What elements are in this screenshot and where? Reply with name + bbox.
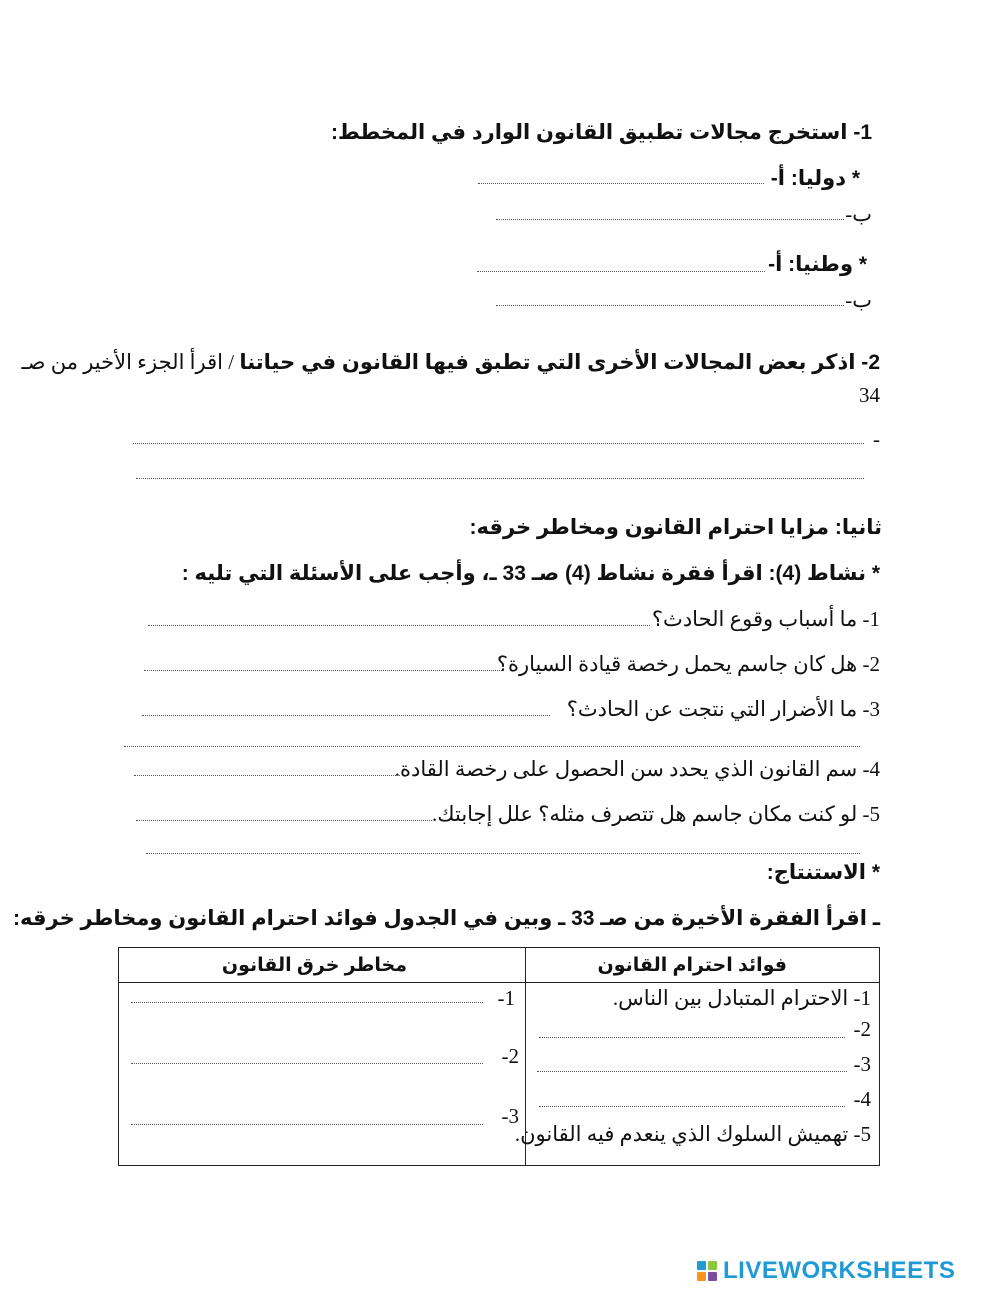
activity-question-1: 1- ما أسباب وقوع الحادث؟ (651, 607, 880, 631)
question-2-bold: 2- اذكر بعض المجالات الأخرى التي تطبق فيها القانون في حياتنا (239, 351, 880, 374)
risk-answer-1[interactable] (131, 1002, 483, 1003)
answer-line-q2-1[interactable] (133, 443, 864, 444)
question-1: 1- استخرج مجالات تطبيق القانون الوارد في المخطط: (330, 121, 872, 144)
benefit-item-5: 5- تهميش السلوك الذي ينعدم فيه القانون. (514, 1122, 871, 1146)
risk-item-3: 3- (501, 1104, 519, 1128)
question-2-rest: / اقرأ الجزء الأخير من صـ (21, 350, 240, 374)
section-2-title: ثانيا: مزايا احترام القانون ومخاطر خرقه: (469, 516, 882, 539)
logo-mark-icon (697, 1261, 717, 1281)
benefit-item-4: 4- (853, 1087, 871, 1111)
liveworksheets-logo (697, 1257, 955, 1285)
risk-answer-3[interactable] (131, 1124, 483, 1125)
activity-question-5: 5- لو كنت مكان جاسم هل تتصرف مثله؟ علل إجابتك. (432, 802, 880, 826)
table-instruction: ـ اقرأ الفقرة الأخيرة من صـ 33 ـ وبين في الجدول فوائد احترام القانون ومخاطر خرقه: (13, 907, 880, 930)
benefit-answer-3[interactable] (537, 1071, 847, 1072)
table-header-divider (119, 982, 879, 983)
answer-line-aq3[interactable] (142, 715, 550, 716)
question-2 (21, 350, 880, 375)
national-b-label: ب- (845, 288, 872, 312)
answer-line-intl-a[interactable] (478, 183, 764, 184)
benefits-header: فوائد احترام القانون (597, 955, 787, 976)
international-b-label: ب- (845, 202, 872, 226)
answer-line-natl-b[interactable] (496, 305, 844, 306)
activity-4: * نشاط (4): اقرأ فقرة نشاط (4) صـ 33 ـ، وأجب على الأسئلة التي تليه : (181, 562, 880, 585)
national-label: * وطنيا: أ- (768, 253, 867, 276)
answer-line-aq5-b[interactable] (146, 853, 860, 854)
answer-line-aq5[interactable] (136, 820, 432, 821)
activity-question-2: 2- هل كان جاسم يحمل رخصة قيادة السيارة؟ (496, 652, 880, 676)
benefit-answer-4[interactable] (539, 1106, 845, 1107)
risk-item-1: 1- (497, 986, 515, 1010)
answer-line-natl-a[interactable] (477, 271, 765, 272)
logo-text: LIVEWORKSHEETS (723, 1257, 956, 1284)
international-label: * دوليا: أ- (770, 167, 860, 190)
risks-header: مخاطر خرق القانون (221, 955, 407, 976)
activity-question-4: 4- سم القانون الذي يحدد سن الحصول على رخصة القادة. (394, 757, 880, 781)
answer-line-aq2[interactable] (144, 670, 504, 671)
conclusion-label: * الاستنتاج: (766, 861, 880, 884)
benefit-item-1: 1- الاحترام المتبادل بين الناس. (612, 986, 871, 1010)
benefits-risks-table (118, 947, 880, 1166)
activity-question-3: 3- ما الأضرار التي نتجت عن الحادث؟ (566, 697, 880, 721)
dash-bullet: - (873, 427, 880, 451)
benefit-answer-2[interactable] (539, 1037, 845, 1038)
answer-line-aq3-b[interactable] (124, 746, 860, 747)
answer-line-q2-2[interactable] (136, 478, 864, 479)
risk-answer-2[interactable] (131, 1063, 483, 1064)
risk-item-2: 2- (501, 1044, 519, 1068)
question-2-page: 34 (859, 383, 880, 407)
benefit-item-2: 2- (853, 1017, 871, 1041)
answer-line-aq1[interactable] (148, 625, 650, 626)
benefit-item-3: 3- (853, 1052, 871, 1076)
answer-line-aq4[interactable] (134, 775, 400, 776)
answer-line-intl-b[interactable] (496, 219, 844, 220)
